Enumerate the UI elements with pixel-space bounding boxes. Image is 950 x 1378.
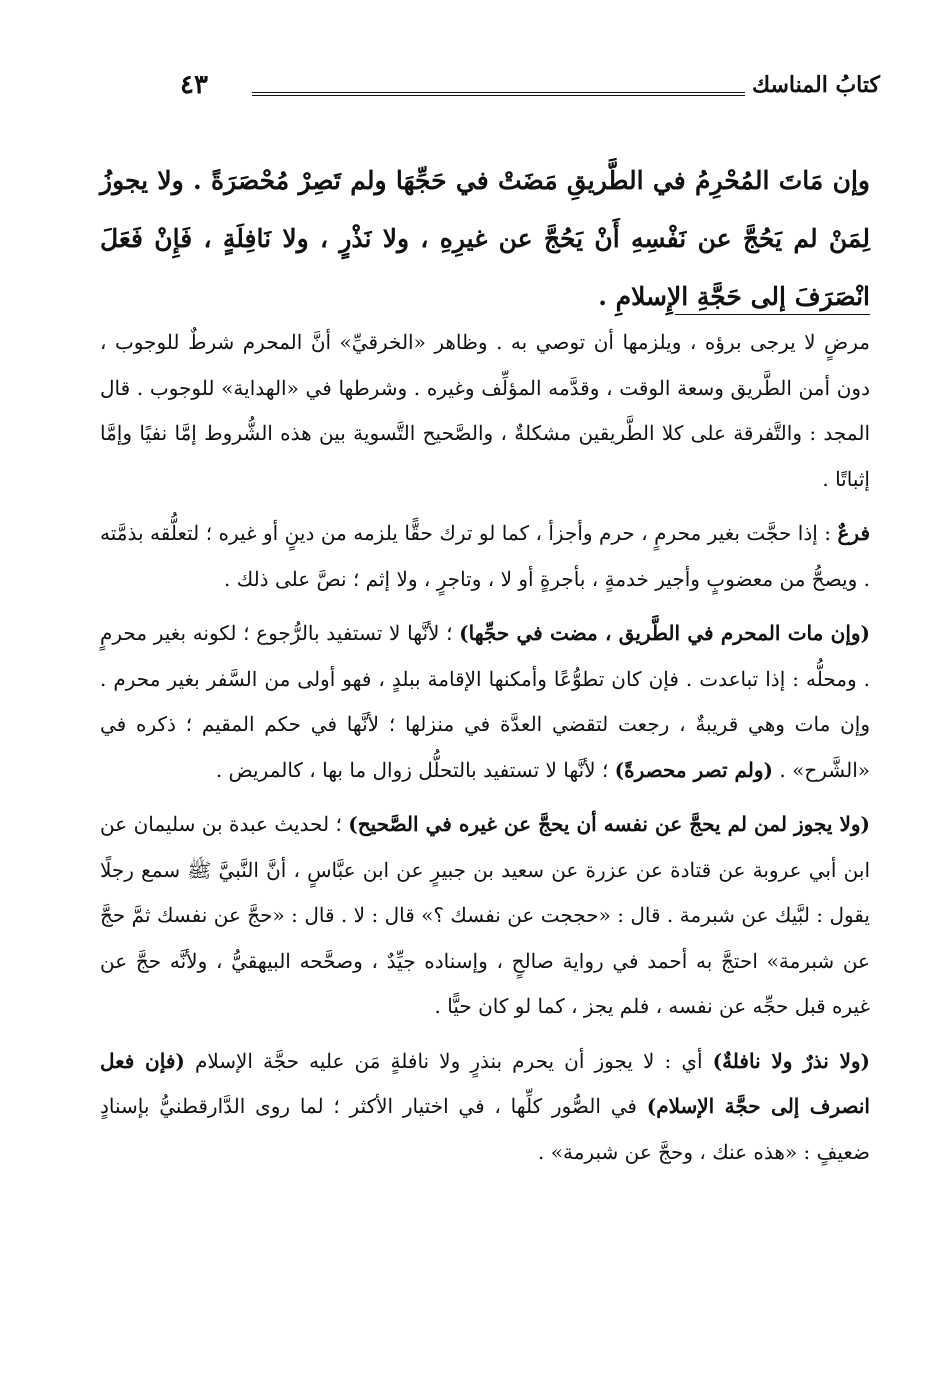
quoted-matn: (فإن فعل انصرف إلى حجَّة الإسلام) <box>100 1048 870 1118</box>
paragraph-text: أي : لا يجوز أن يحرم بنذرٍ ولا نافلةٍ مَن عليه حجَّة الإسلام <box>184 1048 713 1073</box>
quoted-matn: (وإن مات المحرم في الطَّريق ، مضت في حجِّها) <box>459 621 870 645</box>
quoted-matn: (ولا يجوز لمن لم يحجَّ عن نفسه أن يحجَّ عن غيره في الصَّحيح) <box>348 812 870 836</box>
commentary-paragraph-5 <box>100 1039 870 1176</box>
paragraph-text: ؛ لأنَّها لا تستفيد بالرُّجوع ؛ لكونه بغير محرمٍ . ومحلُّه : إذا تباعدت . فإن كان تطوُّعًا وأمكنها الإقامة ببلدٍ ، فهو أولى من السَّفر بغير محرم . وإن مات وهي قريبةٌ ، رجعت لتقضي العدَّة في منزلها ؛ لأنَّها في حكم المقيم ؛ ذكره في «الشَّرح» . <box>100 621 870 782</box>
page-header <box>160 70 880 110</box>
commentary-paragraph-2 <box>100 511 870 602</box>
paragraph-text: ؛ لأنَّها لا تستفيد بالتحلُّل زوال ما بها ، كالمريض . <box>215 757 615 782</box>
running-title: كتابُ المناسك <box>751 72 880 98</box>
commentary-paragraph-3 <box>100 611 870 793</box>
paragraph-text: ؛ لحديث عبدة بن سليمان عن ابن أبي عروبة عن قتادة عن عزرة عن سعيد بن جبيرٍ عن ابن عبَّاسٍ ، أنَّ النَّبيَّ ﷺ سمع رجلًا يقول : لبَّيك عن شبرمة . قال : «حججت عن نفسك ؟» قال : لا . قال : «حجَّ عن نفسك ثمَّ حجَّ عن شبرمة» احتجَّ به أحمد في رواية صالحٍ ، وإسناده جيِّدٌ ، وصحَّحه البيهقيُّ ، ولأنَّه حجَّ عن غيره قبل حجِّه عن نفسه ، فلم يجز ، كما لو كان حيًّا . <box>100 812 870 1018</box>
commentary-paragraph-1 <box>100 320 870 502</box>
footnote-divider <box>675 314 870 315</box>
quoted-matn: (ولم تصر محصرةً) <box>614 757 774 782</box>
commentary-paragraph-4 <box>100 802 870 1030</box>
subheading-far: فرعٌ <box>837 521 870 545</box>
paragraph-text: في الصُّور كلِّها ، في اختيار الأكثر ؛ لما روى الدَّارقطنيُّ بإسنادٍ ضعيفٍ : «هذه عنك ، وحجَّ عن شبرمة» . <box>100 1094 870 1164</box>
page-number: ٤٣ <box>180 70 208 100</box>
paragraph-text: مرضٍ لا يرجى برؤه ، ويلزمها أن توصي به . وظاهر «الخرقيِّ» أنَّ المحرم شرطٌ للوجوب ، دون أمن الطَّريق وسعة الوقت ، وقدَّمه المؤلِّف وغيره . وشرطها في «الهداية» للوجوب . قال المجد : والتَّفرقة على كلا الطَّريقين مشكلةٌ ، والصَّحيح التَّسوية بين هذه الشُّروط إمَّا نفيًا وإمَّا إثباتًا . <box>100 330 870 491</box>
header-rule <box>252 92 745 96</box>
quoted-matn: (ولا نذرٌ ولا نافلةٌ) <box>712 1048 871 1073</box>
matn-text: وإن مَاتَ المُحْرِمُ في الطَّريقِ مَضَتْ في حَجِّهَا ولم تَصِرْ مُحْصَرَةً . ولا يجوزُ لِمَنْ لم يَحُجَّ عن نَفْسِهِ أَنْ يَحُجَّ عن غيرِهِ ، ولا نَذْرٍ ، ولا نَافِلَةٍ ، فَإِنْ فَعَلَ انْصَرَفَ إلى حَجَّةِ الإِسلامِ . <box>100 166 870 311</box>
commentary <box>100 320 870 1184</box>
paragraph-text: : إذا حجَّت بغير محرمٍ ، حرم وأجزأ ، كما لو ترك حقًّا يلزمه من دينٍ أو غيره ؛ لتعلُّقه بذمَّته . ويصحُّ من معضوبٍ وأجير خدمةٍ ، بأجرةٍ أو لا ، وتاجرٍ ، ولا إثم ؛ نصَّ على ذلك . <box>100 521 870 591</box>
